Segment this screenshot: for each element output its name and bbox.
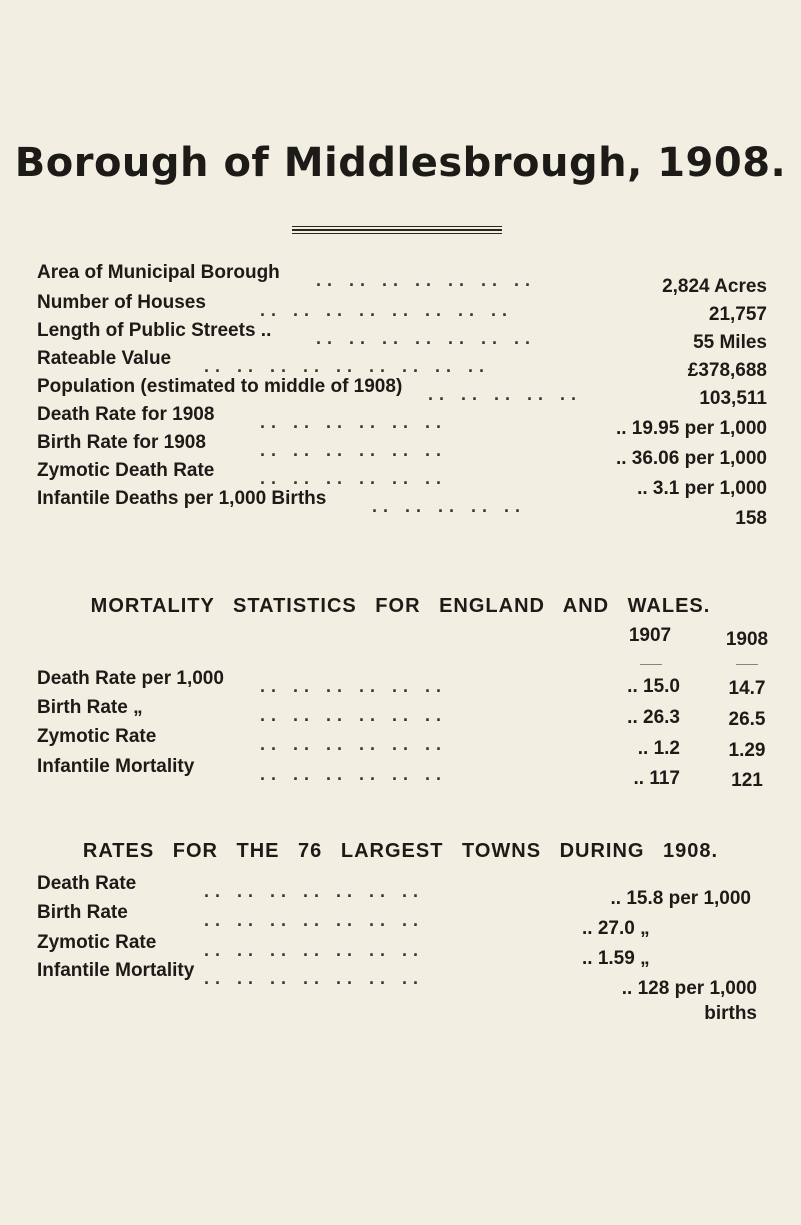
summary-value: 158 [735, 508, 767, 529]
leader-dots: .. .. .. .. .. .. .. .. .. [204, 356, 491, 376]
title-rule [292, 226, 502, 227]
ew-1908-value: 26.5 [728, 709, 766, 730]
ew-1907-value: .. 15.0 [627, 676, 680, 697]
col-1908-dash [736, 664, 758, 665]
summary-label: Zymotic Death Rate [37, 460, 215, 481]
leader-dots: .. .. .. .. .. .. [260, 412, 448, 432]
towns-label: Birth Rate [37, 902, 128, 923]
summary-value: £378,688 [687, 360, 767, 381]
leader-dots: .. .. .. .. .. .. [260, 705, 448, 725]
ew-1908-value: 1.29 [728, 740, 766, 761]
leader-dots: .. .. .. .. .. .. .. .. [260, 300, 514, 320]
england-wales-heading: MORTALITY STATISTICS FOR ENGLAND AND WALES. [90, 595, 711, 617]
leader-dots: .. .. .. .. .. [372, 496, 527, 516]
summary-label: Infantile Deaths per 1,000 Births [37, 488, 327, 509]
leader-dots: .. .. .. .. .. .. [260, 468, 448, 488]
towns-label: Death Rate [37, 873, 137, 894]
ew-label: Death Rate per 1,000 [37, 668, 224, 689]
leader-dots: .. .. .. .. .. .. .. [204, 910, 425, 930]
leader-dots: .. .. .. .. .. .. .. [316, 328, 537, 348]
largest-towns-heading: RATES FOR THE 76 LARGEST TOWNS DURING 1908. [82, 840, 719, 862]
title-rule-thick [292, 229, 502, 231]
summary-value: 103,511 [699, 388, 767, 409]
page-title: Borough of Middlesbrough, 1908. [14, 140, 787, 186]
summary-value: .. 19.95 per 1,000 [615, 418, 767, 439]
ew-1907-value: .. 26.3 [627, 707, 680, 728]
ew-1907-value: .. 1.2 [637, 738, 680, 759]
towns-value: .. 15.8 per 1,000 [610, 888, 751, 909]
leader-dots: .. .. .. .. .. .. [260, 734, 448, 754]
col-1907-dash [640, 664, 662, 665]
ew-1907-value: .. 117 [633, 768, 680, 789]
towns-suffix: births [704, 1003, 757, 1024]
leader-dots: .. .. .. .. .. .. [260, 764, 448, 784]
summary-label: Area of Municipal Borough [37, 262, 280, 283]
summary-value: 21,757 [708, 304, 767, 325]
ew-1908-value: 121 [731, 770, 763, 791]
towns-label: Infantile Mortality [37, 960, 195, 981]
ew-label: Zymotic Rate [37, 726, 157, 747]
leader-dots: .. .. .. .. .. .. .. [204, 881, 425, 901]
towns-value: .. 128 per 1,000 [621, 978, 757, 999]
ew-1908-value: 14.7 [728, 678, 766, 699]
col-1908-header: 1908 [725, 629, 769, 650]
summary-value: .. 36.06 per 1,000 [615, 448, 767, 469]
title-rule-bottom [292, 233, 502, 234]
col-1907-header: 1907 [628, 625, 672, 646]
summary-label: Number of Houses [37, 292, 206, 313]
summary-label: Length of Public Streets .. [37, 320, 272, 341]
leader-dots: .. .. .. .. .. .. .. [204, 940, 425, 960]
summary-label: Birth Rate for 1908 [37, 432, 206, 453]
summary-value: .. 3.1 per 1,000 [637, 478, 767, 499]
summary-label: Death Rate for 1908 [37, 404, 215, 425]
towns-value: .. 1.59 „ [582, 948, 650, 969]
ew-label: Infantile Mortality [37, 756, 195, 777]
summary-label: Population (estimated to middle of 1908) [37, 376, 403, 397]
summary-value: 2,824 Acres [662, 276, 767, 297]
summary-value: 55 Miles [693, 332, 767, 353]
leader-dots: .. .. .. .. .. [428, 384, 583, 404]
leader-dots: .. .. .. .. .. .. [260, 676, 448, 696]
leader-dots: .. .. .. .. .. .. .. [316, 270, 537, 290]
towns-label: Zymotic Rate [37, 932, 157, 953]
leader-dots: .. .. .. .. .. .. [260, 440, 448, 460]
leader-dots: .. .. .. .. .. .. .. [204, 968, 425, 988]
towns-value: .. 27.0 „ [582, 918, 650, 939]
summary-label: Rateable Value [37, 348, 172, 369]
ew-label: Birth Rate „ [37, 697, 143, 718]
